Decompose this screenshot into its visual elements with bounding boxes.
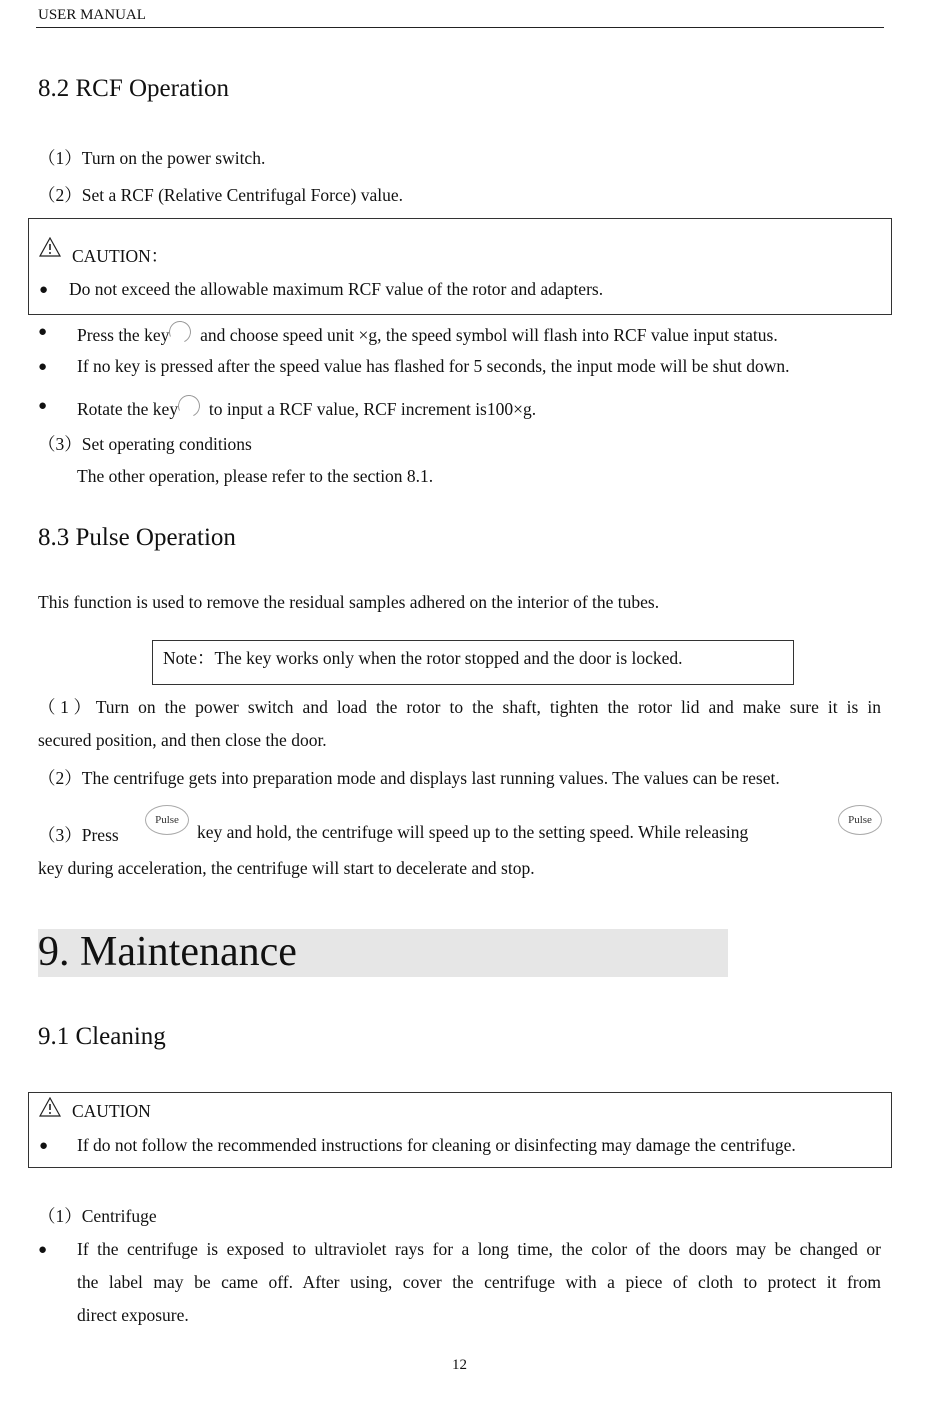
header-rule bbox=[36, 27, 884, 28]
section-9-heading: 9. Maintenance bbox=[38, 929, 297, 975]
s82-step3: （3）Set operating conditions bbox=[38, 434, 252, 454]
page-number: 12 bbox=[452, 1357, 467, 1373]
bullet-icon: ● bbox=[39, 282, 49, 298]
s82-bullet2: If no key is pressed after the speed value has flashed for 5 seconds, the input mode will be shut down. bbox=[77, 356, 790, 376]
s9-bullet1-line2: the label may be came off. After using, cover the centrifuge with a piece of cloth to protect it from bbox=[77, 1272, 881, 1292]
caution-text: If do not follow the recommended instructions for cleaning or disinfecting may damage the centrifuge. bbox=[77, 1135, 796, 1155]
bullet-icon: ● bbox=[38, 398, 48, 414]
s82-step1: （1）Turn on the power switch. bbox=[38, 148, 266, 168]
s82-bullet1 bbox=[77, 321, 778, 346]
s83-step3-line2: key during acceleration, the centrifuge will start to decelerate and stop. bbox=[38, 858, 535, 878]
s82-bullet3 bbox=[77, 395, 536, 420]
warning-icon bbox=[39, 237, 61, 260]
s9-bullet1-line3: direct exposure. bbox=[77, 1305, 189, 1325]
header-title: USER MANUAL bbox=[38, 7, 146, 23]
s83-step1-line1: （1）Turn on the power switch and load the rotor to the shaft, tighten the rotor lid and make sure it is in bbox=[38, 697, 881, 717]
bullet3-post: to input a RCF value, RCF increment is100×g. bbox=[208, 399, 537, 419]
s83-step2: （2）The centrifuge gets into preparation mode and displays last running values. The values can be reset. bbox=[38, 768, 780, 788]
s82-step2: （2）Set a RCF (Relative Centrifugal Force) value. bbox=[38, 185, 403, 205]
caution-box-rcf bbox=[28, 218, 892, 315]
bullet-icon: ● bbox=[39, 1138, 49, 1154]
note-box bbox=[152, 640, 794, 685]
caution-text: Do not exceed the allowable maximum RCF value of the rotor and adapters. bbox=[69, 279, 604, 299]
bullet-icon: ● bbox=[38, 359, 48, 375]
rotary-knob-icon bbox=[166, 318, 194, 346]
section-8-3-heading: 8.3 Pulse Operation bbox=[38, 524, 236, 551]
bullet3-pre: Rotate the key bbox=[77, 399, 179, 419]
note-text: Note：The key works only when the rotor stopped and the door is locked. bbox=[163, 648, 683, 668]
bullet1-post: and choose speed unit ×g, the speed symbol will flash into RCF value input status. bbox=[200, 325, 778, 345]
caution-label: CAUTION bbox=[72, 1101, 151, 1121]
bullet1-pre: Press the key bbox=[77, 325, 170, 345]
s9-item1: （1）Centrifuge bbox=[38, 1206, 157, 1226]
s83-step3-pre: （3）Press bbox=[38, 825, 119, 845]
bullet-icon: ● bbox=[38, 1242, 48, 1258]
rotary-knob-icon bbox=[175, 392, 203, 420]
s9-bullet1-line1: If the centrifuge is exposed to ultraviolet rays for a long time, the color of the doors may be changed or bbox=[77, 1239, 881, 1259]
s83-step1-line2: secured position, and then close the door. bbox=[38, 730, 327, 750]
bullet-icon: ● bbox=[38, 324, 48, 340]
caution-label: CAUTION： bbox=[72, 246, 169, 266]
s83-intro: This function is used to remove the residual samples adhered on the interior of the tubes. bbox=[38, 592, 660, 612]
pulse-key-icon: Pulse bbox=[145, 805, 189, 835]
section-8-2-heading: 8.2 RCF Operation bbox=[38, 75, 229, 102]
caution-box-cleaning bbox=[28, 1092, 892, 1168]
s83-step3-mid: key and hold, the centrifuge will speed up to the setting speed. While releasing bbox=[197, 822, 749, 842]
warning-icon bbox=[39, 1097, 61, 1120]
section-9-1-heading: 9.1 Cleaning bbox=[38, 1023, 166, 1050]
pulse-key-icon: Pulse bbox=[838, 805, 882, 835]
s82-step3-text: The other operation, please refer to the section 8.1. bbox=[77, 466, 434, 486]
